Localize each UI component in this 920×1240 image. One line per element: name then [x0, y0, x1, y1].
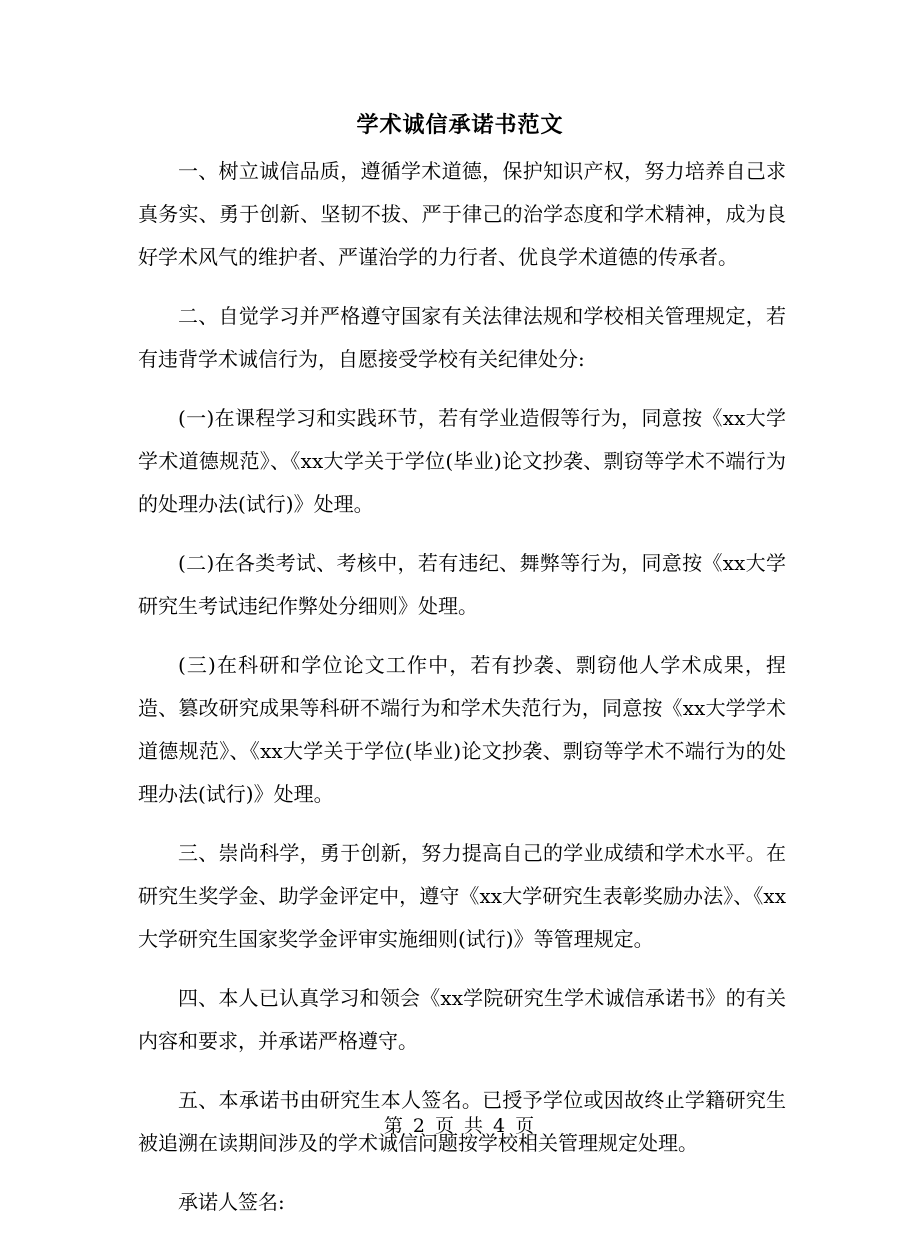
paragraph-1: 一、树立诚信品质，遵循学术道德，保护知识产权，努力培养自己求真务实、勇于创新、坚韧不拔、严于律己的治学态度和学术精神，成为良好学术风气的维护者、严谨治学的力行者、优良学术道德的传承者。 — [138, 159, 786, 269]
footer-middle: 页 共 — [434, 1115, 486, 1137]
document-title: 学术诚信承诺书范文 — [356, 112, 564, 138]
footer-prefix: 第 — [383, 1115, 405, 1137]
paragraph-6: 三、崇尚科学，勇于创新，努力提高自己的学业成绩和学术水平。在研究生奖学金、助学金评定中，遵守《xx大学研究生表彰奖励办法》、《xx大学研究生国家奖学金评审实施细则(试行)》等管理规定。 — [138, 841, 786, 951]
paragraph-4: (二)在各类考试、考核中，若有违纪、舞弊等行为，同意按《xx大学研究生考试违纪作弊处分细则》处理。 — [138, 551, 786, 618]
document-body — [138, 150, 786, 1240]
paragraph-8: 五、本承诺书由研究生本人签名。已授予学位或因故终止学籍研究生被追溯在读期间涉及的学术诚信问题按学校相关管理规定处理。 — [138, 1088, 786, 1155]
signature-line: 承诺人签名: — [178, 1190, 285, 1214]
paragraph-7: 四、本人已认真学习和领会《xx学院研究生学术诚信承诺书》的有关内容和要求，并承诺严格遵守。 — [138, 986, 786, 1053]
paragraph-5: (三)在科研和学位论文工作中，若有抄袭、剽窃他人学术成果，捏造、篡改研究成果等科研不端行为和学术失范行为，同意按《xx大学学术道德规范》、《xx大学关于学位(毕业)论文抄袭、剽窃等学术不端行为的处理办法(试行)》处理。 — [138, 653, 786, 806]
footer-suffix: 页 — [515, 1115, 537, 1137]
paragraph-3: (一)在课程学习和实践环节，若有学业造假等行为，同意按《xx大学学术道德规范》、《xx大学关于学位(毕业)论文抄袭、剽窃等学术不端行为的处理办法(试行)》处理。 — [138, 406, 786, 516]
current-page-number: 2 — [412, 1115, 427, 1137]
paragraph-2: 二、自觉学习并严格遵守国家有关法律法规和学校相关管理规定，若有违背学术诚信行为，自愿接受学校有关纪律处分: — [138, 304, 786, 371]
page-footer — [0, 1111, 920, 1138]
total-page-count: 4 — [493, 1115, 508, 1137]
